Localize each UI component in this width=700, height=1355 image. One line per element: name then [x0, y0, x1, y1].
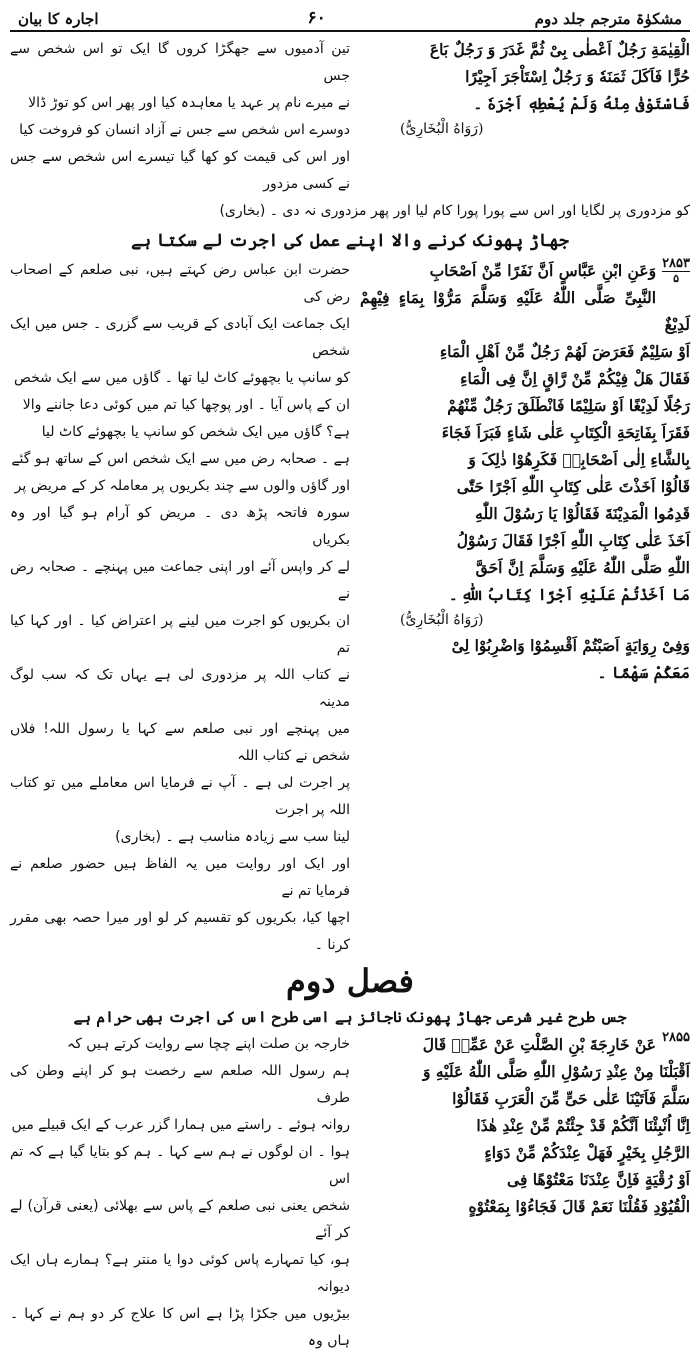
arabic-line: مَا اَخَذْتُمْ عَلَیْهِ اَجْرًا کِتَابُ اللّٰهِ ۔ — [448, 585, 690, 604]
urdu-line: کو سانپ یا بچھوئے کاٹ لیا تھا ۔ گاؤں میں سے ایک شخص — [13, 370, 350, 386]
arabic-line: اَوْ سَلِیْمٌ فَعَرَضَ لَهُمْ رَجُلٌ مِّنْ اَهْلِ الْمَاءِ — [439, 342, 690, 361]
arabic-line: الْقُیُوْدِ فَقُلْنَا نَعَمْ قَالَ فَجَاءُوْا بِمَعْتُوْهٍ — [468, 1197, 690, 1216]
arabic-line: مَعَکُمْ سَهْمًا ۔ — [597, 663, 690, 682]
urdu-line: روانہ ہوئے ۔ راستے میں ہمارا گزر عرب کے ایک قبیلے میں — [11, 1117, 350, 1133]
hadith-2855 — [10, 1031, 690, 1355]
urdu-line: حضرت ابن عباس رض کہتے ہیں، نبی صلعم کے اصحاب رض کی — [10, 262, 350, 305]
arabic-line: اللّٰهِ صَلَّی اللّٰهُ عَلَیْهِ وَسَلَّمَ اِنَّ اَحَقَّ — [475, 558, 690, 577]
arabic-line: النَّبِیِّ صَلَّی اللّٰهُ عَلَیْهِ وَسَلَّمَ مَرُّوْا بِمَاءٍ فِیْهِمْ لَدِیْغٌ — [360, 288, 690, 334]
arabic-line: وَعَنِ ابْنِ عَبَّاسٍ اَنَّ نَفَرًا مِّنْ اَصْحَابِ — [429, 261, 657, 280]
arabic-line: الْقِیٰمَةِ رَجُلٌ اَعْطٰی بِیْ ثُمَّ غَدَرَ وَ رَجُلٌ بَاعَ — [429, 40, 690, 59]
arabic-line: بِالشَّاءِ اِلٰی اَصْحَابِهٖ فَکَرِهُوْا ذٰلِکَ وَ — [468, 450, 690, 469]
arabic-line: حُرًّا فَاَکَلَ ثَمَنَهٗ وَ رَجُلٌ اِسْتَاْجَرَ اَجِیْرًا — [465, 67, 690, 86]
header-chapter-title: اجارہ کا بیان — [18, 10, 99, 28]
hadith-2853-urdu — [10, 257, 350, 959]
urdu-line: ان بکریوں کو اجرت میں لینے پر اعتراض کیا ۔ اور کہا کیا تم — [10, 613, 350, 656]
arabic-line: قَدِمُوا الْمَدِیْنَةَ فَقَالُوْا یَا رَسُوْلَ اللّٰهِ — [475, 504, 690, 523]
urdu-line: ان کے پاس آیا ۔ اور پوچھا کیا تم میں کوئی دعا جاننے والا — [22, 397, 350, 413]
urdu-line: ہے؟ گاؤں میں ایک شخص کو سانپ یا بچھوئے کاٹ لیا — [41, 424, 350, 440]
arabic-reference: (رَوَاهُ الْبُخَارِیُّ) — [400, 121, 484, 137]
urdu-line: اچھا کیا، بکریوں کو تقسیم کر لو اور میرا حصہ بھی مقرر کرنا ۔ — [10, 910, 350, 953]
urdu-line: اور اس کی قیمت کو کھا گیا تیسرے اس شخص سے جس نے کسی مزدور — [10, 149, 350, 192]
urdu-line: لے کر واپس آئے اور اپنی جماعت میں پہنچے ۔ صحابہ رض نے — [10, 559, 350, 602]
hadith-2853 — [10, 257, 690, 959]
arabic-line: فَقَالَ هَلْ فِیْکُمْ مِّنْ رَّاقٍ اِنَّ فِی الْمَاءِ — [460, 369, 690, 388]
page-number: ۶۰ — [307, 8, 326, 28]
arabic-line: سَلَّمَ فَاَتَیْنَا عَلٰی حَیٍّ مِّنَ الْعَرَبِ فَقَالُوْا — [452, 1089, 690, 1108]
arabic-line: فَقَرَاَ بِفَاتِحَةِ الْکِتَابِ عَلٰی شَاءٍ فَبَرَاَ فَجَاءَ — [441, 423, 690, 442]
urdu-line: ہوا ۔ ان لوگوں نے ہم سے کہا ۔ ہم کو بتایا گیا ہے کہ تم اس — [10, 1144, 350, 1187]
arabic-line: فَاسْتَوْفٰی مِنْهُ وَلَمْ یُعْطِهٖ اَجْرَهٗ ۔ — [473, 94, 690, 113]
urdu-line: میں پہنچے اور نبی صلعم سے کہا یا رسول اللہ! فلاں شخص نے کتاب اللہ — [10, 721, 350, 764]
arabic-reference: (رَوَاهُ الْبُخَارِیُّ) — [400, 612, 484, 628]
arabic-line: اَخَذَ عَلٰی کِتَابِ اللّٰهِ اَجْرًا فَقَالَ رَسُوْلُ — [456, 531, 690, 550]
top-block — [10, 36, 690, 198]
section-heading-fasl-dom: فصل دوم — [286, 962, 414, 1000]
urdu-line: نے میرے نام پر عہد یا معاہدہ کیا اور پھر اس کو توڑ ڈالا — [28, 95, 350, 111]
hadith-2855-urdu — [10, 1031, 350, 1355]
arabic-line: اِنَّا اُنْبِئْنَا اَنَّکُمْ قَدْ جِئْتُمْ مِّنْ عِنْدِ هٰذَا — [476, 1116, 690, 1135]
urdu-line: ایک جماعت ایک آبادی کے قریب سے گزری ۔ جس میں ایک شخص — [10, 316, 350, 359]
arabic-line: عَنْ خَارِجَةَ بْنِ الصَّلْتِ عَنْ عَمِّهٖ قَالَ — [422, 1035, 657, 1054]
page-header — [10, 4, 690, 32]
arabic-line: رَجُلًا لَدِیْغًا اَوْ سَلِیْمًا فَانْطَلَقَ رَجُلٌ مِّنْهُمْ — [447, 396, 690, 415]
top-arabic-column — [360, 36, 690, 198]
urdu-line: تین آدمیوں سے جھگڑا کروں گا ایک تو اس شخص سے جس — [10, 41, 350, 84]
urdu-line: لینا سب سے زیادہ مناسب ہے ۔ (بخاری) — [115, 829, 350, 845]
top-urdu-column — [10, 36, 350, 198]
urdu-line: بیڑیوں میں جکڑا پڑا ہے اس کا علاج کر دو ہم نے کہا ۔ ہاں وہ — [10, 1306, 350, 1349]
urdu-full-line: کو مزدوری پر لگایا اور اس سے پورا پورا کام لیا اور پھر مزدوری نہ دی ۔ (بخاری) — [219, 203, 690, 219]
hadith-number: ۲۸۵۳ ۵ — [662, 256, 690, 285]
urdu-line: سورہ فاتحہ پڑھ دی ۔ مریض کو آرام ہو گیا اور وہ بکریاں — [10, 505, 350, 548]
urdu-line: ہو، کیا تمہارے پاس کوئی دوا یا منتر ہے؟ ہمارے ہاں ایک دیوانہ — [10, 1252, 350, 1295]
urdu-line: ہم رسول اللہ صلعم سے رخصت ہو کر اپنے وطن کی طرف — [10, 1063, 350, 1106]
heading-illegitimate-ruqya: جس طرح غیر شرعی جھاڑ پھونک ناجائز ہے اسی طرح اس کی اجرت بھی حرام ہے — [73, 1008, 627, 1026]
urdu-line: دوسرے اس شخص سے جس نے آزاد انسان کو فروخت کیا — [19, 122, 350, 138]
urdu-line: شخص یعنی نبی صلعم کے پاس سے بھلائی (یعنی قرآن) لے کر آئے — [10, 1198, 350, 1241]
urdu-line: خارجہ بن صلت اپنے چچا سے روایت کرتے ہیں کہ — [66, 1036, 350, 1052]
urdu-line: اور گاؤں والوں سے چند بکریوں پر معاملہ کر کے مریض پر — [14, 478, 350, 494]
hadith-number: ۲۸۵۵ — [662, 1030, 690, 1045]
arabic-line: اَوْ رُقْیَةٍ فَاِنَّ عِنْدَنَا مَعْتُوْهًا فِی — [507, 1170, 690, 1189]
urdu-line: اور ایک اور روایت میں یہ الفاظ ہیں حضور صلعم نے فرمایا تم نے — [10, 856, 350, 899]
urdu-line: نے کتاب اللہ پر مزدوری لی ہے یہاں تک کہ سب لوگ مدینہ — [10, 667, 350, 710]
arabic-line: الرَّجُلِ بِخَیْرٍ فَهَلْ عِنْدَکُمْ مِّنْ دَوَاءٍ — [484, 1143, 690, 1162]
header-book-title: مشکوٰۃ مترجم جلد دوم — [534, 10, 682, 28]
heading-ruqya-wage: جھاڑ پھونک کرنے والا اپنے عمل کی اجرت لے سکتا ہے — [131, 231, 569, 251]
hadith-2855-arabic — [360, 1031, 690, 1355]
hadith-2853-arabic — [360, 257, 690, 959]
urdu-line: ہے ۔ صحابہ رض میں سے ایک شخص اس کے ساتھ ہو گئے — [11, 451, 350, 467]
arabic-line: اَقْبَلْنَا مِنْ عِنْدِ رَسُوْلِ اللّٰهِ صَلَّی اللّٰهُ عَلَیْهِ وَ — [422, 1062, 690, 1081]
arabic-line: وَفِیْ رِوَایَةٍ اَصَبْتُمْ اَقْسِمُوْا وَاضْرِبُوْا لِیْ — [451, 636, 690, 655]
urdu-line: پر اجرت لی ہے ۔ آپ نے فرمایا اس معاملے میں تو کتاب اللہ پر اجرت — [10, 775, 350, 818]
arabic-line: قَالُوْا اَخَذْتَ عَلٰی کِتَابِ اللّٰهِ اَجْرًا حَتّٰی — [456, 477, 690, 496]
